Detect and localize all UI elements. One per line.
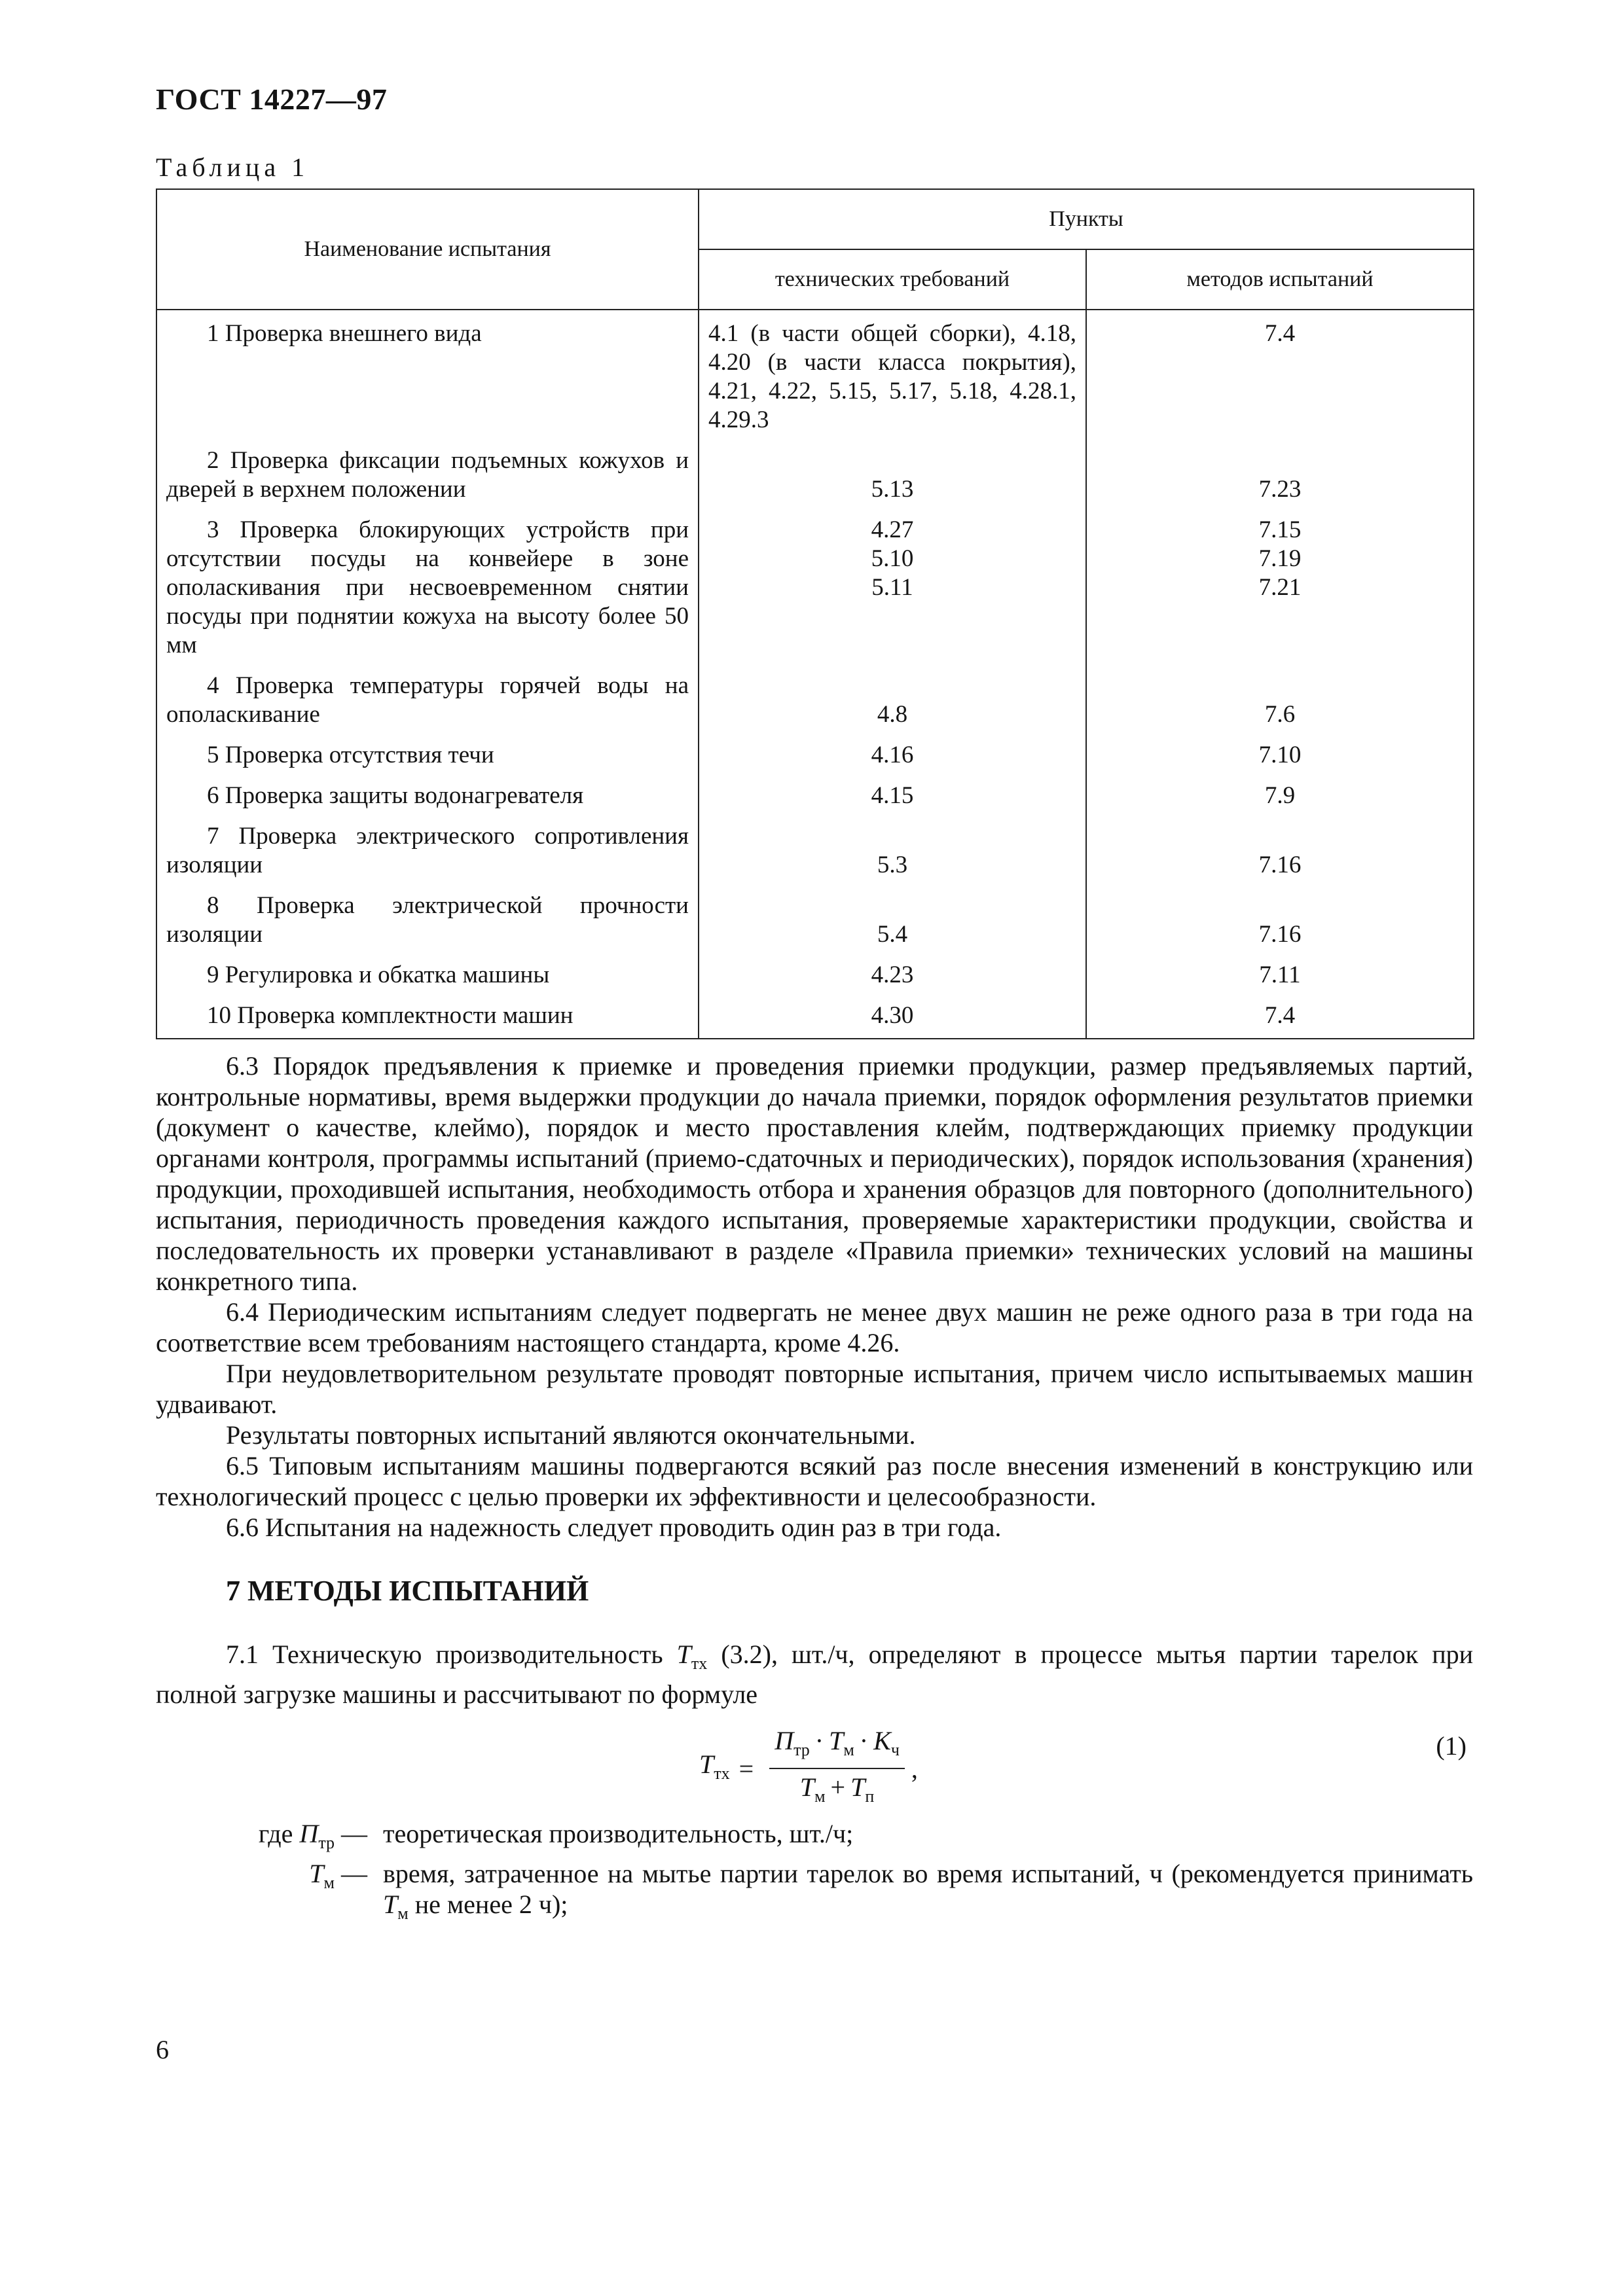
formula-legend (156, 1818, 1473, 1929)
paragraph-6-4-final: Результаты повторных испытаний являются окончательными. (226, 1420, 916, 1450)
table-row (156, 778, 1474, 818)
paragraph-7-1-text-b: (3.2), шт./ч, определяют в процессе мытья партии тарелок при полной загрузке машины и рассчитывают по формуле (156, 1640, 1474, 1709)
method-clause-cell: 7.23 (1086, 442, 1474, 512)
formula-lhs: $T_{тх}$ (699, 1749, 730, 1783)
method-clause-cell: 7.16 (1086, 818, 1474, 888)
table-row (156, 888, 1474, 957)
test-name-cell: 9 Регулировка и обкатка машины (156, 957, 699, 997)
header-test-name: Наименование испытания (156, 189, 699, 310)
paragraph-6-4: 6.4 Периодическим испытаниям следует подвергать не менее двух машин не реже одного раза в три года на соответствие всем требованиям настоящего стандарта, кроме 4.26. (156, 1297, 1473, 1357)
legend-symbol: $T_м$ (309, 1859, 335, 1892)
table-row (156, 997, 1474, 1039)
table-row (156, 310, 1474, 442)
formula-comma: , (911, 1753, 918, 1784)
table-row (156, 512, 1474, 668)
formula-denominator: $T_м + T_п$ (799, 1772, 875, 1806)
legend-row-t-m: $T_м$ — время, затраченное на мытье партии тарелок во время испытаний, ч (рекомендуется принимать $T_м$ не менее 2 ч); (156, 1858, 1473, 1929)
formula-fraction (769, 1725, 905, 1812)
method-clause-cell: 7.16 (1086, 888, 1474, 957)
header-clauses: Пункты (699, 189, 1474, 249)
table-row (156, 442, 1474, 512)
table-row (156, 957, 1474, 997)
document-code: ГОСТ 14227—97 (156, 82, 388, 116)
method-clause-cell: 7.6 (1086, 668, 1474, 737)
test-name-cell: 10 Проверка комплектности машин (156, 997, 699, 1039)
test-name-cell: 8 Проверка электрической прочности изоляции (156, 888, 699, 957)
table-caption: Таблица 1 (156, 152, 310, 182)
page-number: 6 (156, 2035, 169, 2064)
tech-clause-cell: 4.8 (699, 668, 1086, 737)
tech-clause-cell: 5.13 (699, 442, 1086, 512)
test-name-cell: 7 Проверка электрического сопротивления изоляции (156, 818, 699, 888)
table-row (156, 818, 1474, 888)
tech-clause-cell: 4.27 5.10 5.11 (699, 512, 1086, 668)
test-name-cell: 4 Проверка температуры горячей воды на ополаскивание (156, 668, 699, 737)
legend-prefix: где (258, 1819, 293, 1848)
tech-clause-cell: 5.4 (699, 888, 1086, 957)
symbol-t-tx: $T_{тх}$ (676, 1640, 708, 1673)
paragraph-7-1 (156, 1639, 1473, 1710)
method-clause-cell: 7.4 (1086, 997, 1474, 1039)
method-clause-cell: 7.9 (1086, 778, 1474, 818)
legend-row-p-tr: где $П_{тр}$ — теоретическая производительность, шт./ч; (156, 1818, 1473, 1858)
method-clause-cell: 7.11 (1086, 957, 1474, 997)
legend-symbol: $П_{тр}$ (299, 1819, 335, 1852)
formula-equals: = (739, 1753, 754, 1784)
tech-clause-cell: 4.30 (699, 997, 1086, 1039)
paragraph-6-5: 6.5 Типовым испытаниям машины подвергаются всякий раз после внесения изменений в конструкцию или технологический процесс с целью проверки их эффективности и целесообразности. (156, 1451, 1473, 1511)
method-clause-cell: 7.15 7.19 7.21 (1086, 512, 1474, 668)
tech-clause-cell: 5.3 (699, 818, 1086, 888)
formula-numerator: $П_{тр} \cdot T_м \cdot K_ч$ (769, 1725, 905, 1769)
tests-table (156, 188, 1474, 1039)
legend-definition: теоретическая производительность, шт./ч; (383, 1819, 854, 1848)
paragraph-6-3: 6.3 Порядок предъявления к приемке и проведения приемки продукции, размер предъявляемых партий, контрольные нормативы, время выдержки продукции до начала приемки, порядок оформления результатов приемки (документ о качестве, клеймо), порядок и место проставления клейм, подтверждающих приемку продукции органами контроля, программы испытаний (приемо-сдаточных и периодических), порядок использования (хранения) продукции, проходившей испытания, необходимость отбора и хранения образцов для повторного (дополнительного) испытания, периодичность проведения каждого испытания, проверяемые характеристики продукции, свойства и последовательность их проверки устанавливают в разделе «Правила приемки» технических условий на машины конкретного типа. (156, 1051, 1473, 1296)
method-clause-cell: 7.10 (1086, 737, 1474, 778)
tech-clause-cell: 4.15 (699, 778, 1086, 818)
formula-number: (1) (1436, 1731, 1467, 1761)
formula-expression (699, 1725, 918, 1812)
test-name-cell: 3 Проверка блокирующих устройств при отсутствии посуды на конвейере в зоне ополаскивания при несвоевременном снятии посуды при поднятии кожуха на высоту более 50 мм (156, 512, 699, 668)
section-7-title: 7 МЕТОДЫ ИСПЫТАНИЙ (226, 1575, 589, 1607)
test-name-cell: 5 Проверка отсутствия течи (156, 737, 699, 778)
header-test-methods: методов испытаний (1086, 249, 1474, 310)
paragraph-7-1-text-a: 7.1 Техническую производительность (226, 1640, 677, 1669)
formula-1 (156, 1725, 1473, 1810)
legend-definition: время, затраченное на мытье партии тарелок во время испытаний, ч (рекомендуется принимать $T_м$ не менее 2 ч); (383, 1859, 1473, 1923)
method-clause-cell: 7.4 (1086, 310, 1474, 442)
paragraph-6-4-retest: При неудовлетворительном результате проводят повторные испытания, причем число испытываемых машин удваивают. (156, 1359, 1473, 1419)
table-row (156, 737, 1474, 778)
test-name-cell: 6 Проверка защиты водонагревателя (156, 778, 699, 818)
table-row (156, 668, 1474, 737)
test-name-cell: 2 Проверка фиксации подъемных кожухов и дверей в верхнем положении (156, 442, 699, 512)
test-name-cell: 1 Проверка внешнего вида (156, 310, 699, 442)
tech-clause-cell: 4.23 (699, 957, 1086, 997)
body-text (156, 1050, 1473, 1929)
tech-clause-cell: 4.16 (699, 737, 1086, 778)
header-technical-requirements: технических требований (699, 249, 1086, 310)
tech-clause-cell: 4.1 (в части общей сборки), 4.18, 4.20 (в части класса покрытия), 4.21, 4.22, 5.15, 5.17, 5.18, 4.28.1, 4.29.3 (699, 310, 1086, 442)
paragraph-6-6: 6.6 Испытания на надежность следует проводить один раз в три года. (226, 1513, 1002, 1542)
